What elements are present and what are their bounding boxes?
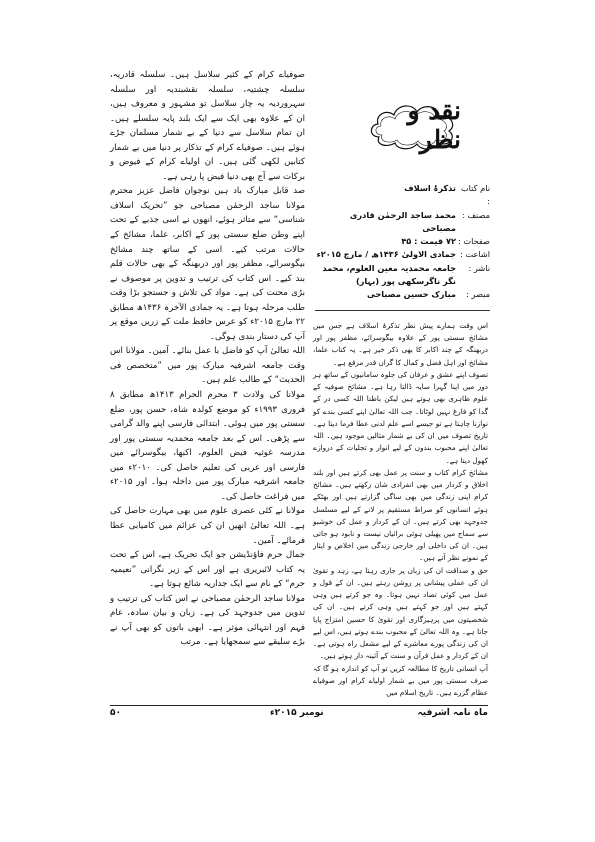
info-value: ۷۲ قیمت : ۴۵ — [401, 236, 456, 247]
paragraph: مولانا کی ولادت ۳ محرم الحرام ۱۴۱۳ھ مطابق ۸ فروری ۱۹۹۳ء کو موضع کولدہ شاہ، حسن پور، ضلع سستی پور میں ہوئی۔ ابتدائی فارسی اپنے والد گرامی سے پڑھی۔ اس کے بعد جامعہ محمدیہ سستی پور اور مدرسہ غوثیہ فیض العلوم، اکبھا، بیگوسرائے میں فارسی اور عربی کی تعلیم حاصل کی۔ ۲۰۱۰ء میں جامعہ اشرفیہ مبارک پور میں داخلہ ہوا۔ اور ۲۰۱۵ء میں فراغت حاصل کی۔ — [110, 390, 306, 502]
info-label: نام کتاب : — [460, 183, 490, 207]
info-value: تذکرۂ اسلاف — [404, 183, 456, 193]
info-label: ناشر : — [468, 262, 490, 273]
info-row — [315, 235, 490, 248]
magazine-name: ماہ نامہ اشرفیہ — [417, 708, 488, 718]
book-info — [315, 182, 490, 302]
info-value: جامعہ محمدیہ معین العلوم، محمد نگر ناگرسکھی پور (بہار) — [322, 262, 456, 287]
info-value: جمادی الاولیٰ ۱۴۳۶ھ / مارچ ۲۰۱۵ء — [316, 249, 456, 260]
info-label: مصنف : — [462, 209, 490, 220]
info-row — [315, 248, 490, 261]
info-row — [315, 182, 490, 209]
info-row — [315, 288, 490, 301]
info-row — [315, 262, 490, 289]
info-row — [315, 209, 490, 236]
left-column — [110, 68, 305, 650]
paragraph: اللہ تعالیٰ آپ کو فاضل با عمل بنائے۔ آمین۔ مولانا اس وقت جامعہ اشرفیہ مبارک پور میں ”متخصص فی الحدیث“ کے طالب علم ہیں۔ — [110, 346, 305, 386]
info-label: اشاعت : — [460, 249, 490, 260]
right-column — [313, 320, 488, 699]
paragraph: جمال حرم فاؤنڈیشن جو ایک تحریک ہے، اس کے تحت یہ کتاب لائبریری ہے اور اس کے زیر نگرانی ”نعیمیہ حرم“ کے نام سے ایک جداریہ شائع ہوتا ہے۔ — [110, 550, 305, 590]
paragraph: صد قابل مبارک باد ہیں نوجوان فاضل عزیز محترم مولانا ساجد الرحمٰن مصباحی جو ”تحریک اسلاف شناسی“ سے متاثر ہوئے، انھوں نے اسی جذبے کے تحت اپنے وطن ضلع سستی پور کے اکابر، علما، مشائخ کے حالات مرتب کیے۔ اسی کے ساتھ چند مشائخ بیگوسرائے، مظفر پور اور دربھنگہ کے بھی حالات قلم بند کیے۔ اس کتاب کی ترتیب و تدوین پر موصوف نے بڑی محنت کی ہے۔ مواد کی تلاش و جستجو بڑا وقت طلب مرحلہ ہوتا ہے۔ یہ جمادی الآخرہ ۱۴۳۶ھ مطابق ۲۲ مارچ ۲۰۱۵ء کو عرس حافظ ملت کے زریں موقع پر آپ کی دستار بندی ہوگی۔ — [110, 186, 305, 342]
page-number: ۵۰ — [110, 708, 121, 718]
paragraph: صوفیاے کرام کے کثیر سلاسل ہیں۔ سلسلہ قادریہ، سلسلہ چشتیہ، سلسلہ نقشبندیہ اور سلسلہ سہروردیہ یہ چار سلاسل تو مشہور و معروف ہیں، ان کے علاوہ بھی ایک سے ایک بلند پایہ سلسلے ہیں۔ ان تمام سلاسل سے دنیا کے بے شمار مسلمان جڑے ہوئے ہیں۔ صوفیاے کرام کے تذکار پر دنیا میں بے شمار کتابیں لکھی گئی ہیں۔ ان اولیاے کرام کے فیوض و برکات سے آج بھی دنیا فیض پا رہی ہے۔ — [110, 70, 305, 182]
info-value: مبارک حسین مصباحی — [367, 289, 456, 300]
section-title: نقد و نظر — [407, 96, 461, 154]
paragraph: اس وقت ہمارے پیش نظر تذکرۂ اسلاف ہے جس میں مشائخ سستی پور کے علاوہ بیگوسرائے، مظفر پور اور دربھنگہ کے چند اکابر کا بھی ذکر خیر ہے۔ یہ کتاب علما، مشائخ اور اہل فضل و کمال کا گراں قدر مرقع ہے۔ — [313, 321, 488, 367]
info-label: مبصر : — [466, 289, 490, 300]
paragraph: تصوف اپنے عشق و عرفان کی جلوہ سامانیوں کے ساتھ ہر دور میں اپنا گہرا سایہ ڈالتا رہا ہے۔ مشائخ صوفیہ کے علوم ظاہری بھی ہوتے ہیں لیکن باطنا اللہ کسی در کے گدا کو فارغ نہیں لوٹاتا۔ جب اللہ تعالیٰ اپنے کسی بندے کو نوازنا چاہتا ہے تو جیسے اسے علم لدنی عطا فرما دیتا ہے۔ تاریخ تصوف میں ان کی بے شمار مثالیں موجود ہیں۔ اللہ تعالیٰ اپنے محبوب بندوں کے لیے انوار و تجلیات کے دروازے کھول دیتا ہے۔ — [313, 369, 488, 465]
paragraph: حق و صداقت ان کی زبان پر جاری رہتا ہے، زہد و تقویٰ ان کی عملی پیشانی پر روشن رہتے ہیں۔ ان کے قول و عمل میں کوئی تضاد نہیں ہوتا۔ وہ جو کرتے ہیں وہی کہتے ہیں اور جو کہتے ہیں وہی کرتے ہیں۔ ان کی شخصیتوں میں پرہیزگاری اور تقویٰ کا حسین امتزاج پایا جاتا ہے۔ وہ اللہ تعالیٰ کے محبوب بندے ہوتے ہیں، اس لیے ان کی زندگی پورے معاشرے کے لیے مشعل راہ ہوتی ہے۔ ان کے کردار و عمل قرآن و سنت کے آئینہ دار ہوتے ہیں۔ — [313, 565, 488, 661]
info-divider — [315, 310, 490, 311]
section-logo — [365, 97, 461, 153]
paragraph: مولانا نے کئی عصری علوم میں بھی مہارت حاصل کی ہے۔ اللہ تعالیٰ انھیں ان کی عزائم میں کامیابی عطا فرمائے۔ آمین۔ — [110, 506, 305, 546]
paragraph: مشائخ کرام کتاب و سنت پر عمل بھی کرتے ہیں اور بلند اخلاق و کردار میں بھی انفرادی شان رکھتے ہیں۔ مشائخ کرام اپنی زندگی میں بھی ساگی گزارتے ہیں اور بھٹکے ہوئے انسانوں کو صراط مستقیم پر لانے کے لیے مسلسل جدوجہد بھی کرتے ہیں۔ ان کے کردار و عمل کی خوشبو سے سماج میں پھیلی ہوئی برائیاں نیست و نابود ہو جاتی ہیں۔ ان کی داخلی اور خارجی زندگی میں اخلاص و ایثار کے نمونے نظر آتے ہیں۔ — [313, 467, 488, 563]
footer-rule — [110, 705, 488, 706]
issue-date: نومبر ۲۰۱۵ء — [270, 708, 324, 718]
paragraph: آپ انسانی تاریخ کا مطالعہ کریں تو آپ کو اندازہ ہو گا کہ صرف سستی پور میں بے شمار اولیاے کرام اور صوفیاے عظام گزرے ہیں۔ تاریخ اسلام میں — [313, 663, 488, 698]
info-label: صفحات : — [458, 236, 490, 247]
page-footer — [110, 708, 488, 722]
paragraph: مولانا ساجد الرحمٰن مصباحی نے اس کتاب کی ترتیب و تدوین میں جدوجہد کی ہے۔ زبان و بیان سادہ، عام فہم اور انتہائی موثر ہے۔ ابھی باتوں کو بھی آپ نے بڑے سلیقے سے سمجھایا ہے۔ مرتب — [110, 593, 305, 648]
info-value: محمد ساجد الرحمٰن قادری مصباحی — [349, 209, 456, 233]
